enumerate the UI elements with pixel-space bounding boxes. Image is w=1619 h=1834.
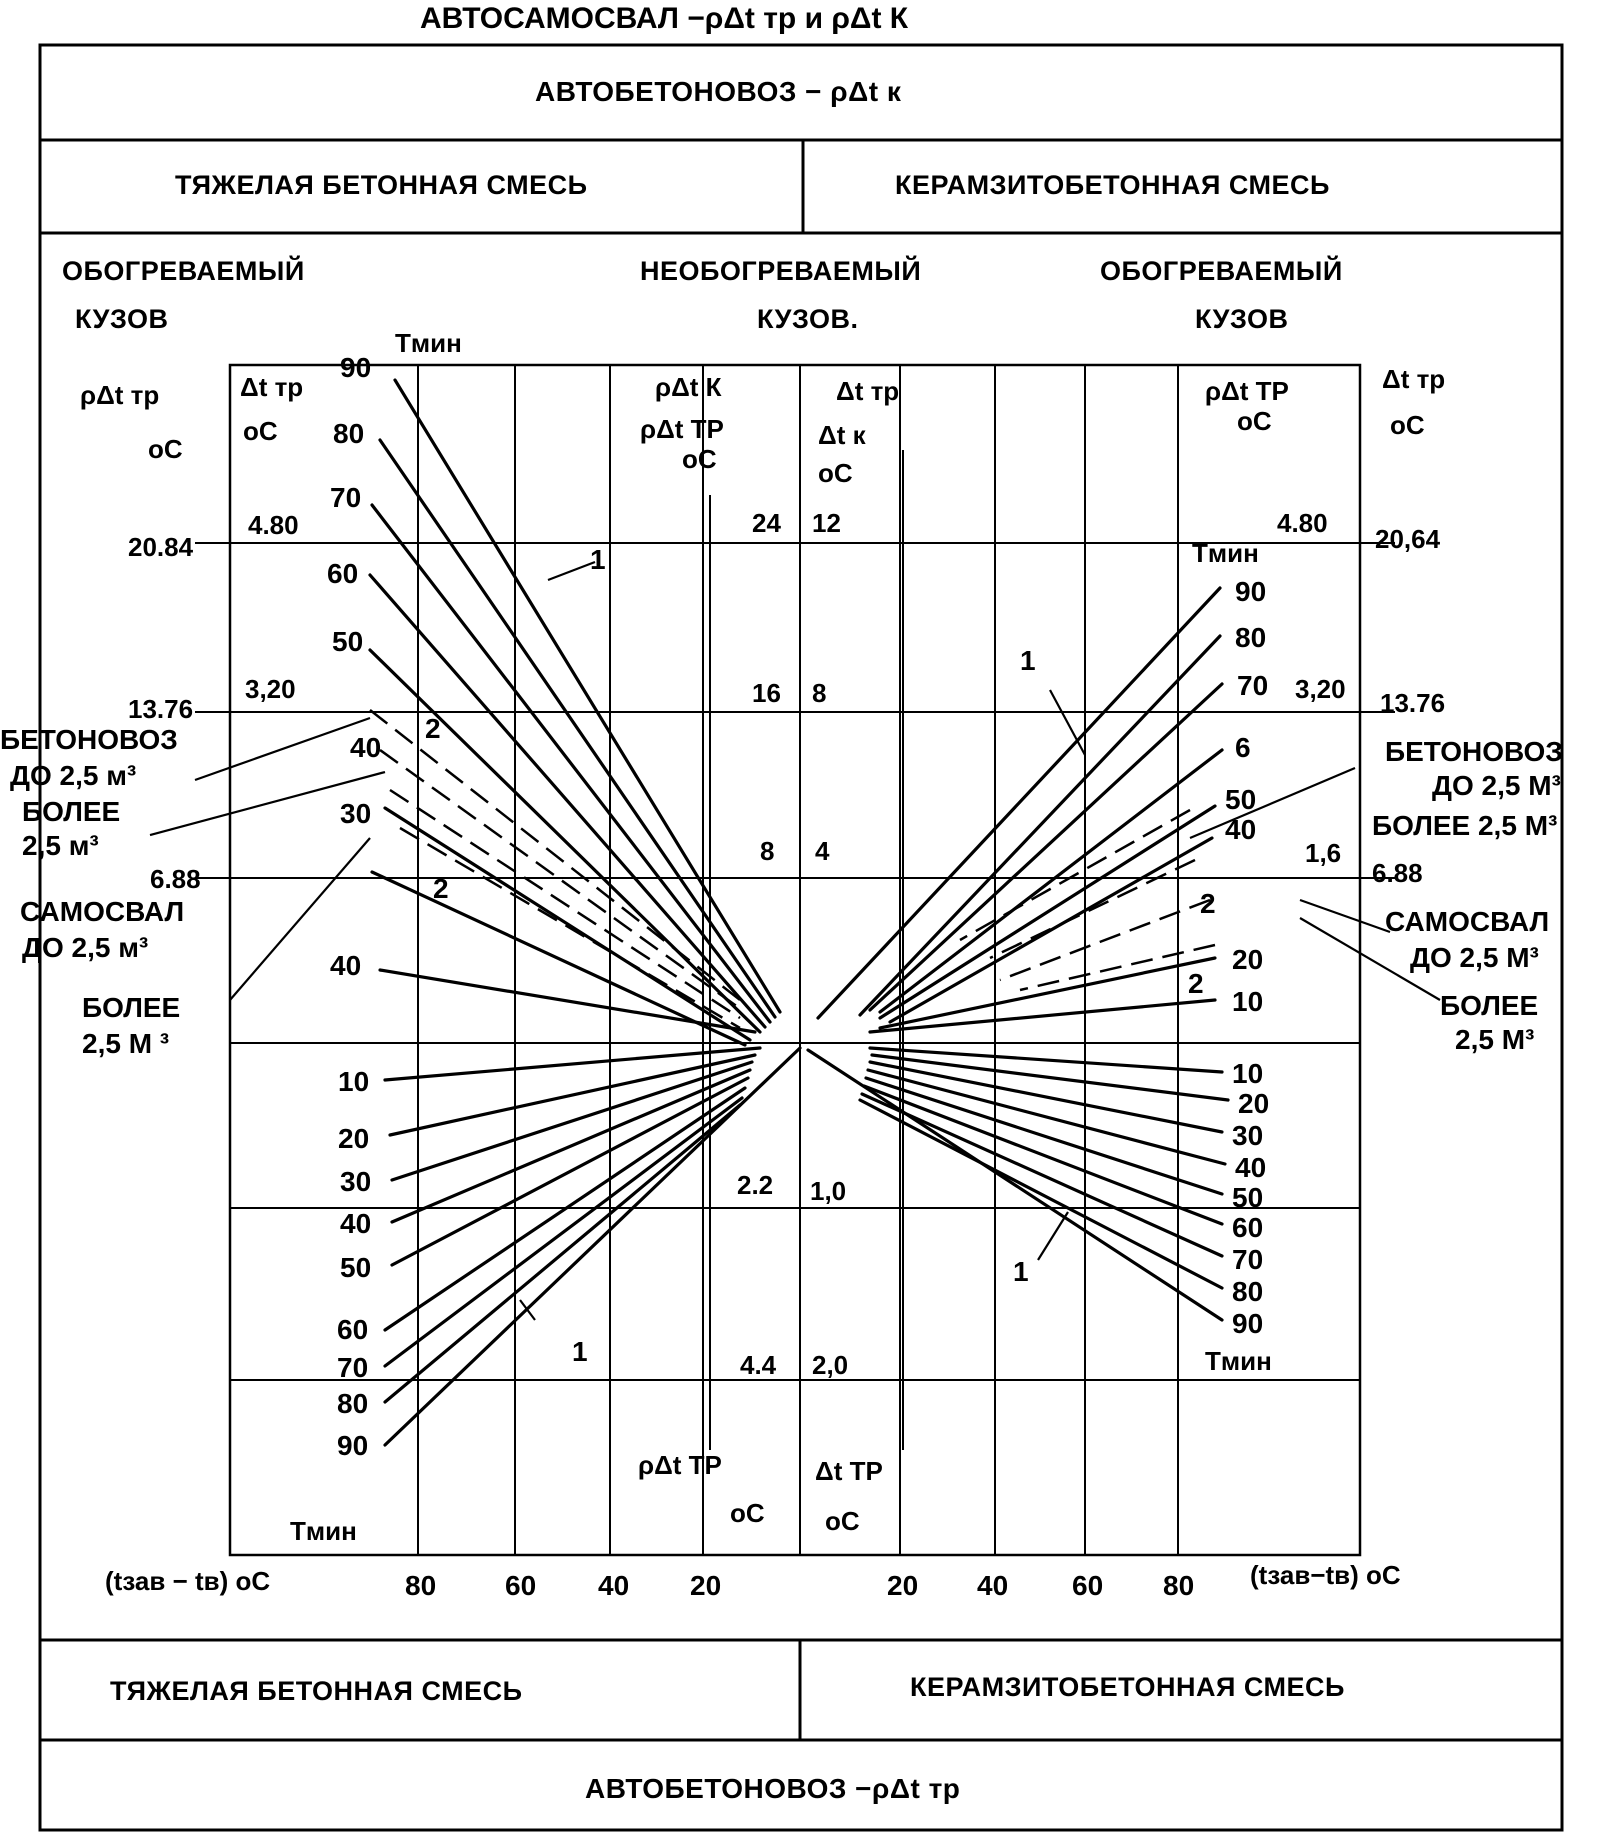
legend-right-dmore: БОЛЕЕ: [1440, 990, 1539, 1021]
legend-right-more: БОЛЕЕ 2,5 М³: [1372, 810, 1558, 841]
t-label-ll: 70: [337, 1352, 369, 1383]
leader-line: [1050, 690, 1085, 755]
left-outer-axis-unit: оС: [148, 434, 183, 464]
legend-left-dmore: 2,5 М ³: [82, 1028, 170, 1059]
curve-mark: 1: [1020, 645, 1036, 676]
y-value: 20.84: [128, 532, 194, 562]
fan-dash-ur: [1020, 945, 1215, 990]
legend-left-mixer: ДО 2,5 м³: [10, 760, 137, 791]
x-tick: 60: [1072, 1570, 1104, 1601]
tmin-label: Tмин: [395, 328, 462, 358]
bottom-center-left-axis-label: ρΔt ТР: [638, 1450, 722, 1480]
t-label-ul: 80: [333, 418, 365, 449]
y-value: 3,20: [1295, 674, 1346, 704]
y-value: 8: [812, 678, 827, 708]
y-value: 20,64: [1375, 524, 1441, 554]
leader-line: [1190, 768, 1355, 838]
leader-line: [1038, 1212, 1068, 1260]
fan-line-ur: [880, 806, 1215, 1018]
y-value: 16: [752, 678, 781, 708]
t-label-ur: 70: [1237, 670, 1269, 701]
y-value: 13.76: [128, 694, 194, 724]
x-axis-label-left: (tзав − tв) оС: [105, 1566, 271, 1596]
mid-section-head: КУЗОВ.: [757, 304, 859, 334]
page-title: АВТОСАМОСВАЛ −ρΔt тр и ρΔt К: [420, 2, 909, 35]
t-label-ur: 10: [1232, 986, 1264, 1017]
t-label-ul: 30: [340, 798, 372, 829]
curve-mark: 1: [590, 544, 606, 575]
t-label-ll: 50: [340, 1252, 372, 1283]
t-label-ul: 70: [330, 482, 362, 513]
left-outer-axis-label: ρΔt тр: [80, 380, 160, 410]
fan-line-ll: [385, 1098, 742, 1366]
fan-line-ur: [870, 684, 1222, 1010]
bottom-band-label: АВТОБЕТОНОВОЗ −ρΔt тр: [585, 1773, 961, 1804]
y-value: 24: [752, 508, 781, 538]
y-value: 1,0: [810, 1176, 847, 1206]
fan-line-ur: [818, 588, 1220, 1018]
curve-mark: 1: [1013, 1256, 1029, 1287]
legend-right-mixer: БЕТОНОВОЗ: [1385, 736, 1563, 767]
fan-line-lr: [868, 1070, 1225, 1164]
y-value: 12: [812, 508, 841, 538]
t-label-lr: 20: [1238, 1088, 1270, 1119]
t-label-ur: 6: [1235, 732, 1251, 763]
t-label-ll: 60: [337, 1314, 369, 1345]
left-section-head: ОБОГРЕВАЕМЫЙ: [62, 256, 305, 286]
y-value: 4.80: [248, 510, 299, 540]
center-left-axis-label: ρΔt ТР: [640, 414, 724, 444]
x-tick: 60: [505, 1570, 537, 1601]
y-value: 8: [760, 836, 775, 866]
curve-mark: 1: [572, 1336, 588, 1367]
fan-line-ul: [370, 575, 765, 1027]
y-value: 6.88: [1372, 858, 1423, 888]
t-label-lr: 50: [1232, 1182, 1264, 1213]
fan-dash-ul: [400, 828, 740, 1028]
t-label-ur: 40: [1225, 814, 1257, 845]
center-right-axis-label: Δt к: [818, 420, 866, 450]
right-section-head: КУЗОВ: [1195, 304, 1289, 334]
y-value: 2.2: [737, 1170, 774, 1200]
t-label-ll: 80: [337, 1388, 369, 1419]
y-value: 4.4: [740, 1350, 777, 1380]
center-right-axis-label: Δt тр: [836, 376, 900, 406]
t-label-ul: 40: [330, 950, 362, 981]
curve-mark: 2: [1200, 888, 1216, 919]
center-right-axis-unit: оС: [818, 458, 853, 488]
bottom-left-mix-label: ТЯЖЕЛАЯ БЕТОННАЯ СМЕСЬ: [110, 1676, 523, 1706]
fan-line-ur: [860, 636, 1220, 1015]
center-left-axis-label: ρΔt К: [655, 372, 722, 402]
x-tick: 20: [887, 1570, 919, 1601]
t-label-ur: 80: [1235, 622, 1267, 653]
y-value: 1,6: [1305, 838, 1342, 868]
t-label-lr: 30: [1232, 1120, 1264, 1151]
legend-left-mixer: БЕТОНОВОЗ: [0, 724, 178, 755]
y-value: 6.88: [150, 864, 201, 894]
legend-left-dump: САМОСВАЛ: [20, 896, 185, 927]
y-value: 4.80: [1277, 508, 1328, 538]
bottom-center-right-axis-label: Δt ТР: [815, 1456, 883, 1486]
fan-line-lr: [860, 1100, 1222, 1288]
fan-line-ll: [385, 1048, 800, 1445]
t-label-ll: 30: [340, 1166, 372, 1197]
y-value: 13.76: [1380, 688, 1446, 718]
tmin-label: Tмин: [1192, 538, 1259, 568]
t-label-lr: 40: [1235, 1152, 1267, 1183]
t-label-lr: 60: [1232, 1212, 1264, 1243]
legend-left-more: БОЛЕЕ: [22, 796, 121, 827]
curve-mark: 2: [433, 873, 449, 904]
tmin-label: Tмин: [1205, 1346, 1272, 1376]
legend-right-dump: ДО 2,5 М³: [1410, 942, 1539, 973]
t-label-ll: 90: [337, 1430, 369, 1461]
t-label-lr: 80: [1232, 1276, 1264, 1307]
center-left-axis-unit: оС: [682, 444, 717, 474]
t-label-ul: 60: [327, 558, 359, 589]
t-label-ul: 50: [332, 626, 364, 657]
right-inner-axis-label: ρΔt ТР: [1205, 376, 1289, 406]
right-section-head: ОБОГРЕВАЕМЫЙ: [1100, 256, 1343, 286]
x-tick: 20: [690, 1570, 722, 1601]
curve-mark: 2: [1188, 968, 1204, 999]
bottom-center-right-axis-unit: оС: [825, 1506, 860, 1536]
legend-left-dmore: БОЛЕЕ: [82, 992, 181, 1023]
x-tick: 40: [977, 1570, 1009, 1601]
left-section-head: КУЗОВ: [75, 304, 169, 334]
y-value: 3,20: [245, 674, 296, 704]
x-tick: 80: [1163, 1570, 1195, 1601]
left-inner-axis-unit: оС: [243, 416, 278, 446]
legend-right-dump: САМОСВАЛ: [1385, 906, 1550, 937]
fan-line-ur: [880, 958, 1215, 1028]
fan-line-ll: [390, 1055, 755, 1135]
x-axis-label-right: (tзав−tв) оС: [1250, 1560, 1401, 1590]
curve-mark: 2: [425, 713, 441, 744]
t-label-ll: 20: [338, 1123, 370, 1154]
mid-section-head: НЕОБОГРЕВАЕМЫЙ: [640, 256, 922, 286]
top-right-mix-label: КЕРАМЗИТОБЕТОННАЯ СМЕСЬ: [895, 170, 1330, 200]
t-label-ll: 10: [338, 1066, 370, 1097]
bottom-center-left-axis-unit: оС: [730, 1498, 765, 1528]
legend-right-dmore: 2,5 М³: [1455, 1024, 1535, 1055]
t-label-ul: 90: [340, 352, 372, 383]
right-outer-axis-unit: оС: [1390, 410, 1425, 440]
fan-line-ll: [392, 1078, 748, 1265]
legend-left-dump: ДО 2,5 м³: [22, 932, 149, 963]
top-band-label: АВТОБЕТОНОВОЗ − ρΔt к: [535, 76, 902, 107]
tmin-label: Tмин: [290, 1516, 357, 1546]
leader-line: [195, 718, 370, 780]
x-tick: 40: [598, 1570, 630, 1601]
x-tick: 80: [405, 1570, 437, 1601]
t-label-lr: 90: [1232, 1308, 1264, 1339]
legend-right-mixer: ДО 2,5 М³: [1432, 770, 1561, 801]
fan-line-ur: [880, 750, 1222, 1012]
t-label-ll: 40: [340, 1208, 372, 1239]
t-label-ur: 50: [1225, 784, 1257, 815]
t-label-lr: 70: [1232, 1244, 1264, 1275]
left-inner-axis-label: Δt тр: [240, 372, 304, 402]
t-label-ur: 90: [1235, 576, 1267, 607]
y-value: 4: [815, 836, 830, 866]
t-label-lr: 10: [1232, 1058, 1264, 1089]
fan-line-ul: [370, 650, 760, 1032]
leader-line: [548, 562, 595, 580]
bottom-right-mix-label: КЕРАМЗИТОБЕТОННАЯ СМЕСЬ: [910, 1672, 1345, 1702]
y-value: 2,0: [812, 1350, 849, 1380]
top-left-mix-label: ТЯЖЕЛАЯ БЕТОННАЯ СМЕСЬ: [175, 170, 588, 200]
fan-dash-ur: [990, 860, 1195, 958]
right-outer-axis-label: Δt тр: [1382, 364, 1446, 394]
t-label-ul: 40: [350, 732, 382, 763]
leader-line: [1300, 900, 1390, 932]
t-label-ur: 20: [1232, 944, 1264, 975]
right-inner-axis-unit: оС: [1237, 406, 1272, 436]
legend-left-more: 2,5 м³: [22, 830, 99, 861]
